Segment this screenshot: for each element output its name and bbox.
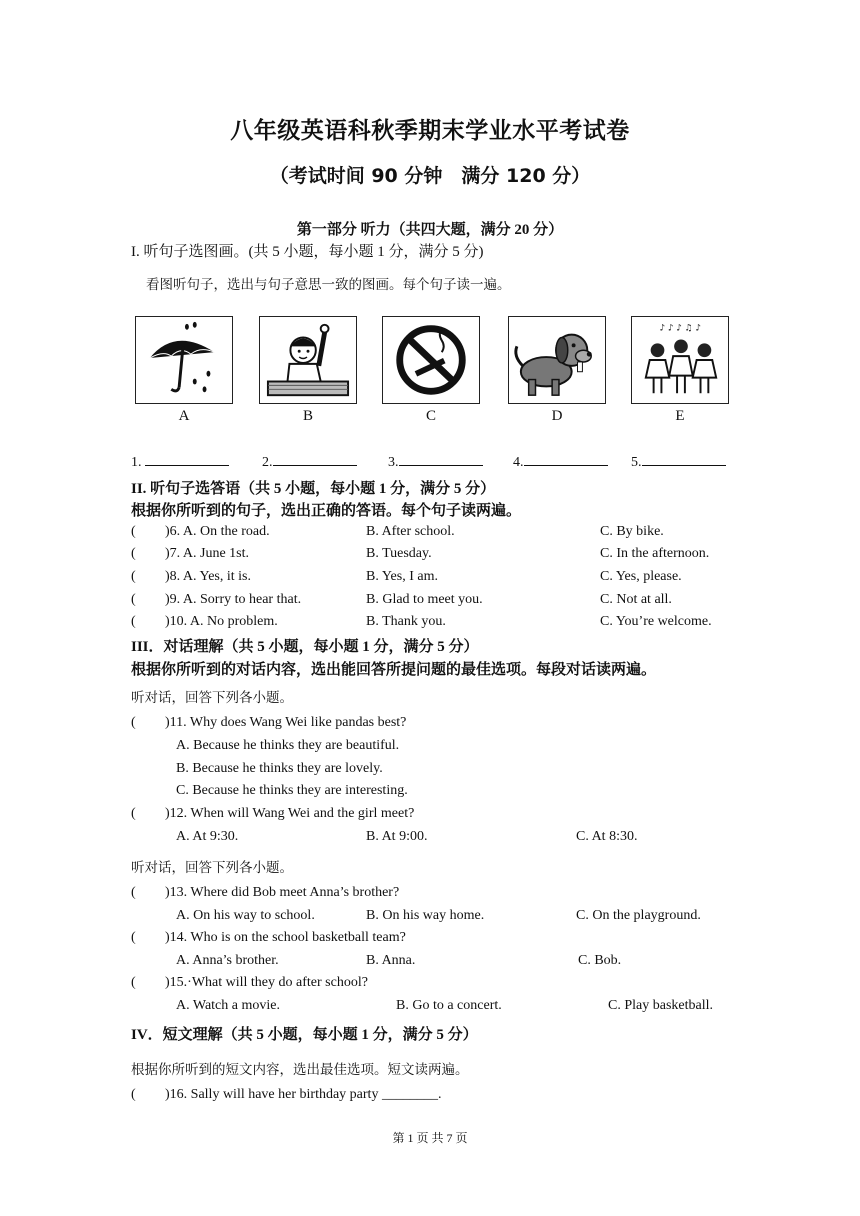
svg-text:♪ ♪ ♪ ♫ ♪: ♪ ♪ ♪ ♫ ♪ xyxy=(659,323,701,334)
q16-question: )16. Sally will have her birthday party ________. xyxy=(165,1087,442,1102)
q13-question: )13. Where did Bob meet Anna’s brother? xyxy=(165,885,400,900)
picture-c xyxy=(382,316,480,404)
q8-option-a: )8. A. Yes, it is. xyxy=(165,569,251,584)
picture-label-e: E xyxy=(675,408,685,424)
picture-label-a: A xyxy=(178,408,190,424)
section4-heading: IV．短文理解（共 5 小题，每小题 1 分，满分 5 分） xyxy=(131,1027,478,1043)
boy-raising-hand-icon xyxy=(260,317,356,403)
q10-option-a: )10. A. No problem. xyxy=(165,614,278,629)
section2-heading: II. 听句子选答语（共 5 小题，每小题 1 分，满分 5 分） xyxy=(131,481,496,497)
q15-option-a: A. Watch a movie. xyxy=(176,998,280,1013)
q14-option-c: C. Bob. xyxy=(578,953,622,968)
q8-option-c: C. Yes, please. xyxy=(600,569,682,584)
paren: ( xyxy=(131,715,136,730)
q8-option-b: B. Yes, I am. xyxy=(366,569,438,584)
page-footer: 第 1 页 共 7 页 xyxy=(392,1131,468,1145)
q11-question: )11. Why does Wang Wei like pandas best? xyxy=(165,715,407,730)
q7-option-a: )7. A. June 1st. xyxy=(165,546,249,561)
q15-option-c: C. Play basketball. xyxy=(608,998,713,1013)
q13-option-a: A. On his way to school. xyxy=(176,908,315,923)
paren: ( xyxy=(131,1087,136,1102)
q7-option-c: C. In the afternoon. xyxy=(600,546,710,561)
picture-e xyxy=(631,316,729,404)
section1-heading: I. 听句子选图画。(共 5 小题，每小题 1 分，满分 5 分) xyxy=(131,244,484,260)
section4-instruction: 根据你所听到的短文内容，选出最佳选项。短文读两遍。 xyxy=(131,1062,469,1077)
q9-option-b: B. Glad to meet you. xyxy=(366,592,483,607)
q6-option-c: C. By bike. xyxy=(600,524,664,539)
section2-instruction: 根据你所听到的句子，选出正确的答语。每个句子读两遍。 xyxy=(131,503,522,519)
answer-blank-1[interactable]: 1. xyxy=(131,451,229,471)
paren: ( xyxy=(131,930,136,945)
umbrella-rain-icon xyxy=(136,317,232,403)
section3-sub2: 听对话，回答下列各小题。 xyxy=(131,860,293,875)
q12-option-c: C. At 8:30. xyxy=(576,829,638,844)
section3-instruction: 根据你所听到的对话内容，选出能回答所提问题的最佳选项。每段对话读两遍。 xyxy=(131,662,657,678)
no-smoking-icon xyxy=(383,317,479,403)
q12-option-a: A. At 9:30. xyxy=(176,829,239,844)
q11-option-a: A. Because he thinks they are beautiful. xyxy=(176,738,400,753)
section3-heading: III．对话理解（共 5 小题，每小题 1 分，满分 5 分） xyxy=(131,639,479,655)
paren: ( xyxy=(131,524,136,539)
q11-option-c: C. Because he thinks they are interesting. xyxy=(176,783,408,798)
picture-label-c: C xyxy=(425,408,436,424)
q14-question: )14. Who is on the school basketball team? xyxy=(165,930,406,945)
part-heading: 第一部分 听力（共四大题，满分 20 分） xyxy=(296,222,564,238)
paren: ( xyxy=(131,569,136,584)
q9-option-a: )9. A. Sorry to hear that. xyxy=(165,592,302,607)
q9-option-c: C. Not at all. xyxy=(600,592,672,607)
answer-blank-5[interactable]: 5. xyxy=(631,451,726,471)
paren: ( xyxy=(131,975,136,990)
answer-blank-2[interactable]: 2. xyxy=(262,451,357,471)
q12-question: )12. When will Wang Wei and the girl meet? xyxy=(165,806,415,821)
q6-option-b: B. After school. xyxy=(366,524,455,539)
section1-instruction: 看图听句子，选出与句子意思一致的图画。每个句子读一遍。 xyxy=(146,277,511,292)
q15-question: )15.·What will they do after school? xyxy=(165,975,368,990)
q7-option-b: B. Tuesday. xyxy=(366,546,432,561)
paren: ( xyxy=(131,885,136,900)
q13-option-b: B. On his way home. xyxy=(366,908,485,923)
q13-option-c: C. On the playground. xyxy=(576,908,701,923)
picture-d xyxy=(508,316,606,404)
paren: ( xyxy=(131,592,136,607)
exam-subtitle: （考试时间 90 分钟 满分 120 分） xyxy=(269,165,591,187)
picture-label-d: D xyxy=(551,408,563,424)
q6-option-a: )6. A. On the road. xyxy=(165,524,270,539)
q10-option-b: B. Thank you. xyxy=(366,614,446,629)
q12-option-b: B. At 9:00. xyxy=(366,829,428,844)
picture-a xyxy=(135,316,233,404)
picture-label-b: B xyxy=(302,408,313,424)
picture-b xyxy=(259,316,357,404)
dog-icon xyxy=(509,317,605,403)
paren: ( xyxy=(131,546,136,561)
q15-option-b: B. Go to a concert. xyxy=(396,998,502,1013)
q14-option-a: A. Anna’s brother. xyxy=(176,953,279,968)
paren: ( xyxy=(131,806,136,821)
section3-sub1: 听对话，回答下列各小题。 xyxy=(131,690,293,705)
singing-girls-icon xyxy=(632,317,728,403)
q10-option-c: C. You’re welcome. xyxy=(600,614,712,629)
exam-title: 八年级英语科秋季期末学业水平考试卷 xyxy=(230,118,630,144)
q14-option-b: B. Anna. xyxy=(366,953,416,968)
answer-blank-4[interactable]: 4. xyxy=(513,451,608,471)
paren: ( xyxy=(131,614,136,629)
q11-option-b: B. Because he thinks they are lovely. xyxy=(176,761,383,776)
answer-blank-3[interactable]: 3. xyxy=(388,451,483,471)
